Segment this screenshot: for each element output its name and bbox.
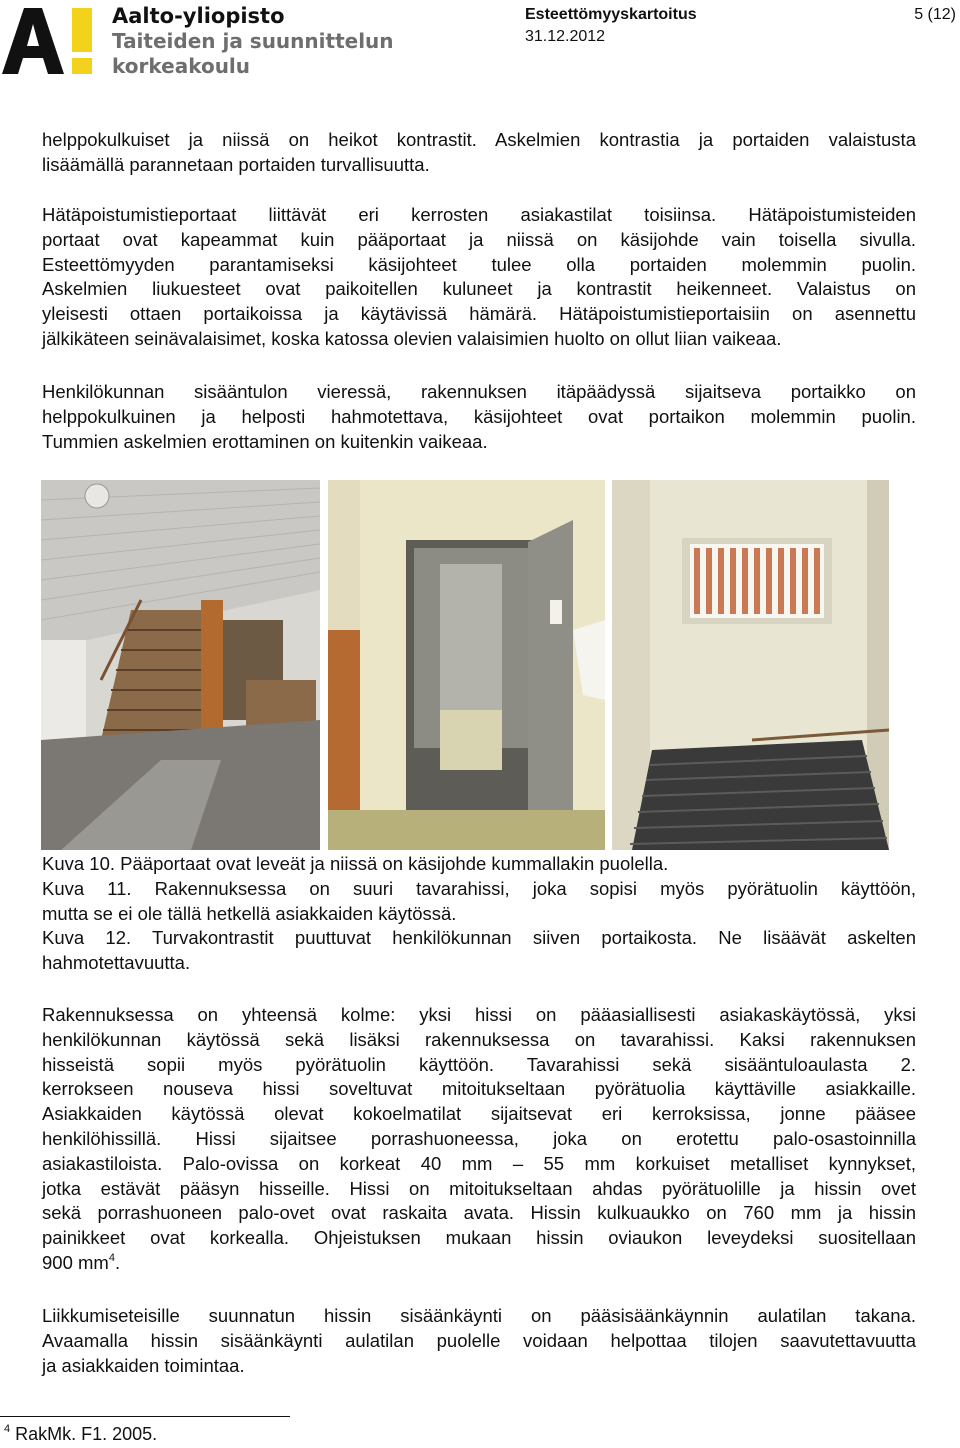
- footnote-text: RakMk. F1. 2005.: [10, 1424, 158, 1444]
- paragraph-3: [42, 380, 916, 454]
- text-line: Askelmien liukuesteet ovat paikoitellen kuluneet ja kontrastit heikenneet. Valaistus on: [42, 278, 916, 300]
- measurement-value: 900 mm: [42, 1251, 109, 1273]
- photo-captions: [42, 852, 916, 976]
- text-line: Liikkumiseteisille suunnatun hissin sisäänkäynti on pääsisäänkäynnin aulatilan takana.: [42, 1305, 916, 1326]
- text-line: painikkeet ovat korkealla. Ohjeistuksen mukaan hissin oviaukon leveydeksi suositellaan: [42, 1227, 916, 1249]
- text-line: jälkikäteen seinävalaisimet, koska katossa olevien valaisimien huolto on ollut liian vaikeaa.: [42, 327, 782, 349]
- paragraph-5: [42, 1304, 916, 1378]
- aalto-logo-mark: [2, 6, 98, 76]
- paragraph-4: [42, 1003, 916, 1276]
- logo-line-3: korkeakoulu: [112, 54, 251, 78]
- footnote: [4, 1424, 157, 1445]
- text-line: ja asiakkaiden toimintaa.: [42, 1354, 245, 1376]
- footnote-ref[interactable]: 4: [108, 1251, 115, 1264]
- freight-elevator-photo: [328, 480, 605, 850]
- caption-line: Kuva 10. Pääportaat ovat leveät ja niissä on käsijohde kummallakin puolella.: [42, 853, 669, 874]
- text-line: jotka estävät pääsyn hisseille. Hissi on mitoitukseltaan ahdas pyörätuolille ja hissin ovet: [42, 1177, 916, 1199]
- paragraph-2: [42, 203, 916, 352]
- stairs-photo: [41, 480, 320, 850]
- sentence-end: .: [114, 1251, 121, 1273]
- text-line: yleisesti ottaen portaikoissa ja käytävissä hämärä. Hätäpoistumistieportaisiin on asennettu: [42, 303, 916, 325]
- text-line: Hätäpoistumistieportaat liittävät eri kerrosten asiakastilat toisiinsa. Hätäpoistumisteiden: [42, 204, 916, 225]
- text-line: Rakennuksessa on yhteensä kolme: yksi hissi on pääasiallisesti asiakaskäytössä, yksi: [42, 1004, 916, 1025]
- text-line: sekä porrashuoneen palo-ovet ovat raskaita avata. Hissin kulkuaukko on 760 mm ja hissin: [42, 1202, 916, 1224]
- caption-line: mutta se ei ole tällä hetkellä asiakkaiden käytössä.: [42, 902, 457, 924]
- caption-line: hahmotettavuutta.: [42, 952, 191, 974]
- text-line: kerrokseen nouseva hissi soveltuvat mitoitukseltaan pyörätuolia käyttäville asiakkaille.: [42, 1078, 916, 1100]
- footnote-divider: [0, 1416, 290, 1417]
- page-number: 5 (12): [914, 6, 956, 23]
- text-line: helppokulkuiset ja niissä on heikot kontrastit. Askelmien kontrastia ja portaiden valaistusta: [42, 129, 916, 150]
- text-line: Avaamalla hissin sisäänkäynti aulatilan puolelle voidaan helpottaa tilojen saavutettavuutta: [42, 1329, 916, 1351]
- text-line: Tummien askelmien erottaminen on kuitenkin vaikeaa.: [42, 430, 488, 452]
- text-line: helppokulkuinen ja helposti hahmotettava, käsijohteet ovat portaikon molemmin puolin.: [42, 405, 916, 427]
- text-line: lisäämällä parannetaan portaiden turvallisuutta.: [42, 153, 430, 175]
- caption-line: Kuva 12. Turvakontrastit puuttuvat henkilökunnan siiven portaikosta. Ne lisäävät askelten: [42, 927, 916, 949]
- text-line: henkilökunnan käytössä sekä lisäksi rakennuksessa on tavarahissi. Kaksi rakennuksen: [42, 1028, 916, 1050]
- footnote-marker: 4: [4, 1423, 11, 1435]
- text-line: Asiakkaiden käytössä olevat kokoelmatilat sijaitsevat eri kerroksissa, jonne pääsee: [42, 1103, 916, 1125]
- paragraph-1: [42, 128, 916, 178]
- text-line: Henkilökunnan sisääntulon vieressä, rakennuksen itäpäädyssä sijaitseva portaikko on: [42, 381, 916, 402]
- aalto-logo-text: [112, 4, 394, 79]
- document-title: Esteettömyyskartoitus: [525, 6, 697, 23]
- text-line: henkilöhissillä. Hissi sijaitsee porrashuoneessa, joka on erotettu palo-osastoinnilla: [42, 1127, 916, 1149]
- caption-line: Kuva 11. Rakennuksessa on suuri tavarahissi, joka sopisi myös pyörätuolin käyttöön,: [42, 877, 916, 899]
- text-line: Esteettömyyden parantamiseksi käsijohteet tulee olla portaiden molemmin puolin.: [42, 253, 916, 275]
- text-line: asiakastiloista. Palo-ovissa on korkeat 40 mm – 55 mm korkuiset metalliset kynnykset,: [42, 1152, 916, 1174]
- staff-stairwell-photo: [612, 480, 889, 850]
- text-line: [42, 1251, 916, 1276]
- text-line: portaat ovat kapeammat kuin pääportaat ja niissä on käsijohde vain toisella sivulla.: [42, 228, 916, 250]
- logo-line-2: Taiteiden ja suunnittelun: [112, 29, 394, 53]
- text-line: hisseistä sopii myös pyörätuolin käyttöön. Tavarahissi sekä sisääntuloaulasta 2.: [42, 1053, 916, 1075]
- logo-line-1: Aalto-yliopisto: [112, 4, 285, 28]
- document-date: 31.12.2012: [525, 28, 606, 45]
